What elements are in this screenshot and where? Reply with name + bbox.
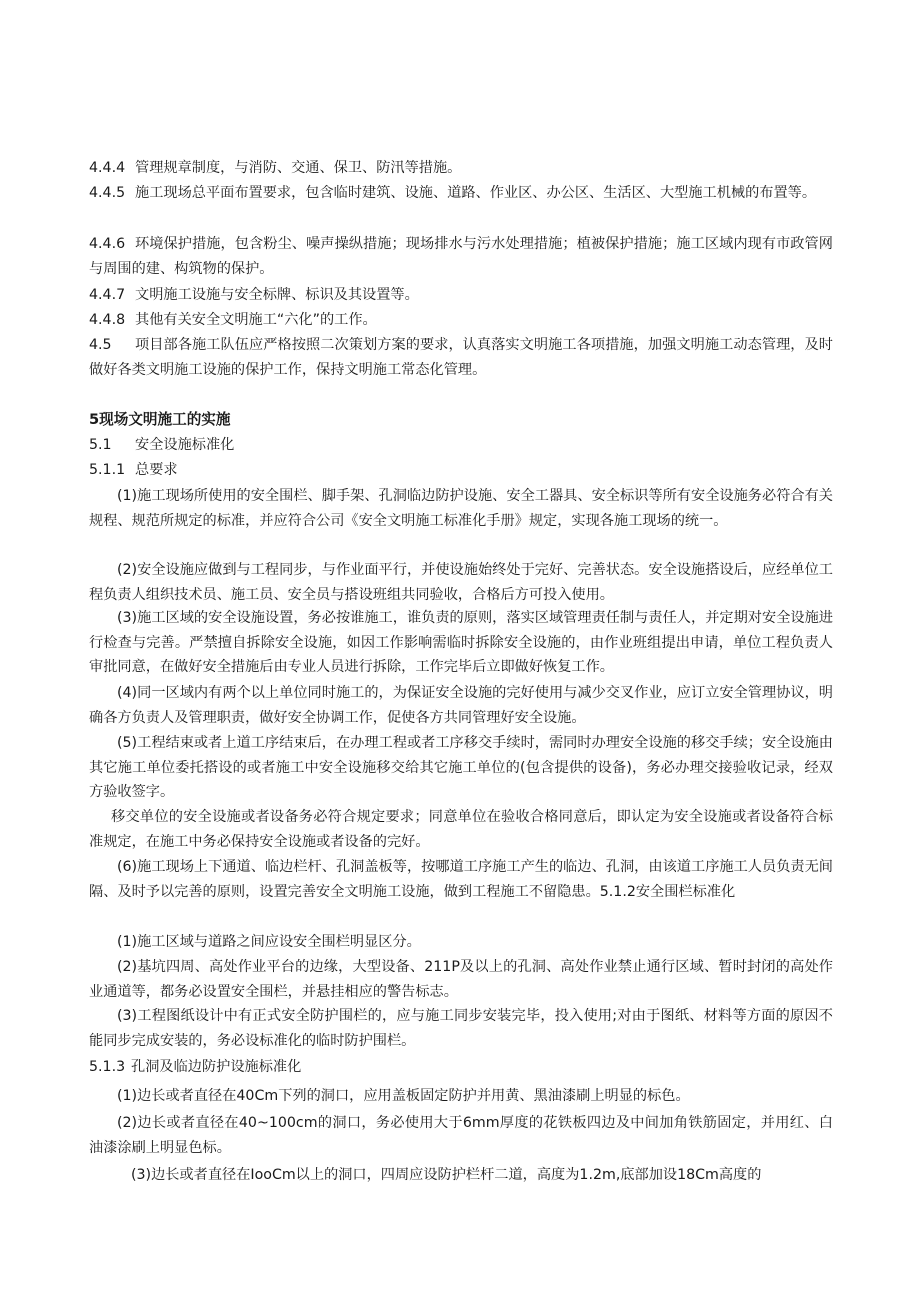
paragraph-5-1-1-4: (4)同一区域内有两个以上单位同时施工的，为保证安全设施的完好使用与减少交叉作业，应订立安全管理协议，明确各方负责人及管理职责，做好安全协调工作，促使各方共同管理好安全设施。	[89, 685, 833, 726]
paragraph-5-1-1-5: (5)工程结束或者上道工序结束后，在办理工程或者工序移交手续时，需同时办理安全设施的移交手续；安全设施由其它施工单位委托搭设的或者施工中安全设施移交给其它施工单位的(包含提供的设备)，务必办理交接验收记录，经双方验收签字。	[89, 735, 833, 800]
clause-4-4-5	[89, 181, 833, 206]
paragraph-5-1-2-2: (2)基坑四周、高处作业平台的边缘，大型设备、211P及以上的孔洞、高处作业禁止通行区域、暂时封闭的高处作业通道等，都务必设置安全围栏，并悬挂相应的警告标志。	[89, 959, 833, 1000]
clause-text: 环境保护措施，包含粉尘、噪声操纵措施；现场排水与污水处理措施；植被保护措施；施工区域内现有市政管网与周围的建、构筑物的保护。	[89, 236, 833, 277]
subsection-5-1	[89, 433, 833, 458]
subsection-5-1-1	[89, 458, 833, 483]
clause-text: 项目部各施工队伍应严格按照二次策划方案的要求，认真落实文明施工各项措施，加强文明施工动态管理，及时做好各类文明施工设施的保护工作，保持文明施工常态化管理。	[89, 337, 833, 378]
subsection-title: 安全设施标准化	[135, 437, 235, 453]
paragraph-5-1-3-2: (2)边长或者直径在40~100cm的洞口，务必使用大于6mm厚度的花铁板四边及中间加角铁筋固定，并用红、白油漆涂刷上明显色标。	[89, 1115, 833, 1156]
clause-4-4-8	[89, 308, 833, 333]
paragraph-5-1-1-2: (2)安全设施应做到与工程同步，与作业面平行，并使设施始终处于完好、完善状态。安全设施搭设后，应经单位工程负责人组织技术员、施工员、安全员与搭设班组共同验收，合格后方可投入使用。	[89, 562, 833, 603]
subsection-5-1-3	[89, 1055, 833, 1080]
clause-number: 4.4.8	[89, 312, 126, 328]
paragraph-5-1-1-5-cont: 移交单位的安全设施或者设备务必符合规定要求；同意单位在验收合格同意后，即认定为安全设施或者设备符合标准规定，在施工中务必保持安全设施或者设备的完好。	[89, 809, 833, 850]
subsection-number: 5.1.3	[89, 1059, 126, 1075]
clause-text: 管理规章制度，与消防、交通、保卫、防汛等措施。	[135, 160, 462, 176]
clause-number: 4.4.7	[89, 287, 126, 303]
clause-4-4-6	[89, 232, 833, 281]
subsection-title: 孔洞及临边防护设施标准化	[131, 1059, 302, 1075]
subsection-title: 总要求	[135, 462, 178, 478]
paragraph-5-1-3-3: (3)边长或者直径在IooCm以上的洞口，四周应设防护栏杆二道，高度为1.2m,底部加设18Cm高度的	[131, 1167, 762, 1183]
paragraph-5-1-1-6: (6)施工现场上下通道、临边栏杆、孔洞盖板等，按哪道工序施工产生的临边、孔洞，由该道工序施工人员负责无间隔、及时予以完善的原则，设置完善安全文明施工设施，做到工程施工不留隐患。5.1.2安全围栏标准化	[89, 859, 833, 900]
paragraph-5-1-1-3: (3)施工区域的安全设施设置，务必按谁施工，谁负责的原则，落实区域管理责任制与责任人，并定期对安全设施进行检查与完善。严禁擅自拆除安全设施，如因工作影响需临时拆除安全设施的，由作业班组提出申请，单位工程负责人审批同意，在做好安全措施后由专业人员进行拆除，工作完毕后立即做好恢复工作。	[89, 610, 833, 675]
subsection-number: 5.1	[89, 437, 112, 453]
clause-text: 施工现场总平面布置要求，包含临时建筑、设施、道路、作业区、办公区、生活区、大型施工机械的布置等。	[135, 185, 817, 201]
paragraph-5-1-3-1: (1)边长或者直径在40Cm下列的洞口，应用盖板固定防护并用黄、黑油漆刷上明显的标色。	[117, 1088, 690, 1104]
paragraph-5-1-1-1: (1)施工现场所使用的安全围栏、脚手架、孔洞临边防护设施、安全工器具、安全标识等所有安全设施务必符合有关规程、规范所规定的标准，并应符合公司《安全文明施工标准化手册》规定，实现各施工现场的统一。	[89, 488, 833, 529]
section-5-heading: 5现场文明施工的实施	[89, 411, 231, 428]
clause-4-4-7	[89, 283, 833, 308]
clause-text: 其他有关安全文明施工“六化”的工作。	[135, 312, 377, 328]
subsection-number: 5.1.1	[89, 462, 126, 478]
paragraph-5-1-2-3: (3)工程图纸设计中有正式安全防护围栏的，应与施工同步安装完毕，投入使用;对由于图纸、材料等方面的原因不能同步完成安装的，务必设标准化的临时防护围栏。	[89, 1008, 833, 1049]
clause-number: 4.5	[89, 337, 112, 353]
clause-number: 4.4.5	[89, 185, 126, 201]
paragraph-5-1-2-1: (1)施工区域与道路之间应设安全围栏明显区分。	[117, 934, 421, 950]
clause-number: 4.4.4	[89, 160, 126, 176]
clause-4-4-4	[89, 156, 833, 181]
clause-number: 4.4.6	[89, 236, 126, 252]
clause-text: 文明施工设施与安全标牌、标识及其设置等。	[135, 287, 419, 303]
clause-4-5	[89, 333, 833, 382]
